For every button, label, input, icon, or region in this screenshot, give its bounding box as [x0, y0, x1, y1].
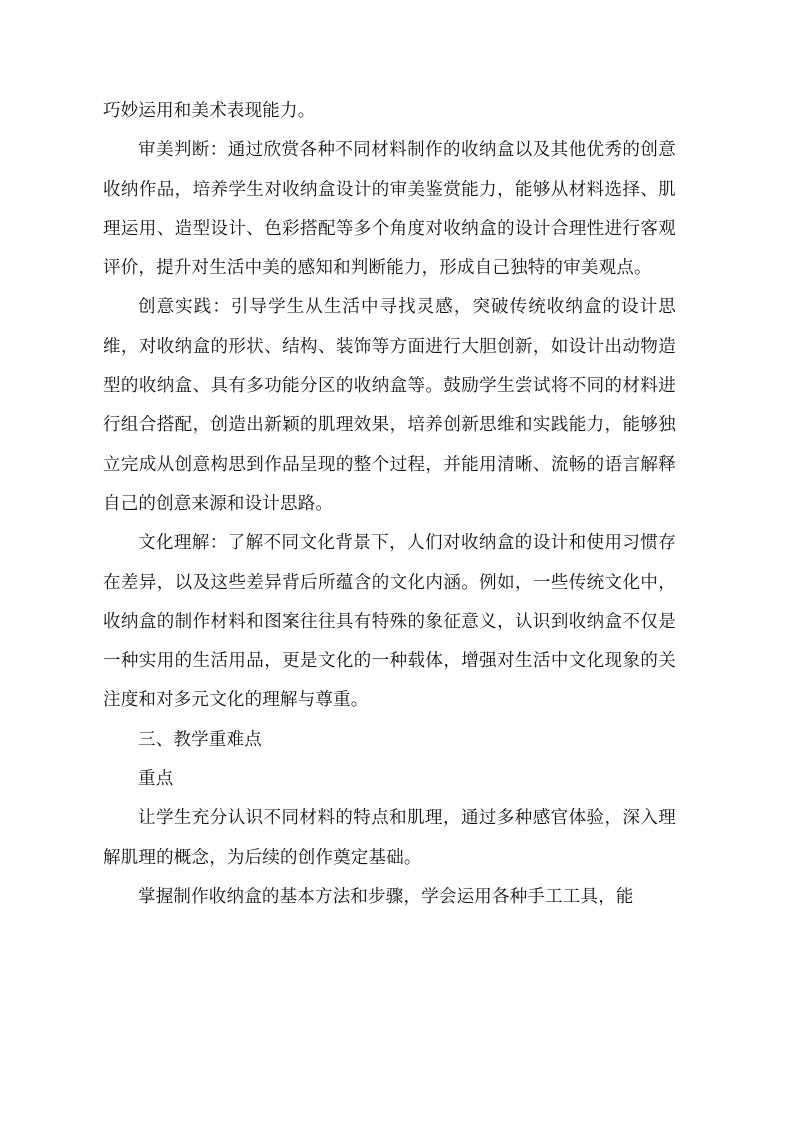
paragraph-key-point-methods: 掌握制作收纳盒的基本方法和步骤，学会运用各种手工工具，能	[138, 886, 634, 907]
paragraph-continuation: 巧妙运用和美术表现能力。	[103, 101, 316, 121]
paragraph-creative-practice: 创意实践：引导学生从生活中寻找灵感，突破传统收纳盒的设计思维，对收纳盒的形状、结构、装饰等方面进行大胆创新，如设计出动物造型的收纳盒、具有多功能分区的收纳盒等。鼓励学生尝试将不同的材料进行组合搭配，创造出新颖的肌理效果，培养创新思维和实践能力，能够独立完成从创意构思到作品呈现的整个过程，并能用清晰、流畅的语言解释自己的创意来源和设计思路。	[103, 297, 676, 514]
paragraph-cultural-understanding: 文化理解：了解不同文化背景下，人们对收纳盒的设计和使用习惯存在差异，以及这些差异背后所蕴含的文化内涵。例如，一些传统文化中，收纳盒的制作材料和图案往往具有特殊的象征意义，认识到收纳盒不仅是一种实用的生活用品，更是文化的一种载体，增强对生活中文化现象的关注度和对多元文化的理解与尊重。	[103, 533, 676, 711]
document-body	[103, 92, 676, 917]
paragraph-aesthetic-judgment: 审美判断：通过欣赏各种不同材料制作的收纳盒以及其他优秀的创意收纳作品，培养学生对收纳盒设计的审美鉴赏能力，能够从材料选择、肌理运用、造型设计、色彩搭配等多个角度对收纳盒的设计合理性进行客观评价，提升对生活中美的感知和判断能力，形成自己独特的审美观点。	[103, 140, 676, 279]
subheading-key-points: 重点	[138, 769, 174, 790]
paragraph-key-point-materials: 让学生充分认识不同材料的特点和肌理，通过多种感官体验，深入理解肌理的概念，为后续的创作奠定基础。	[103, 808, 676, 868]
section-heading-teaching-focus: 三、教学重难点	[138, 729, 262, 750]
